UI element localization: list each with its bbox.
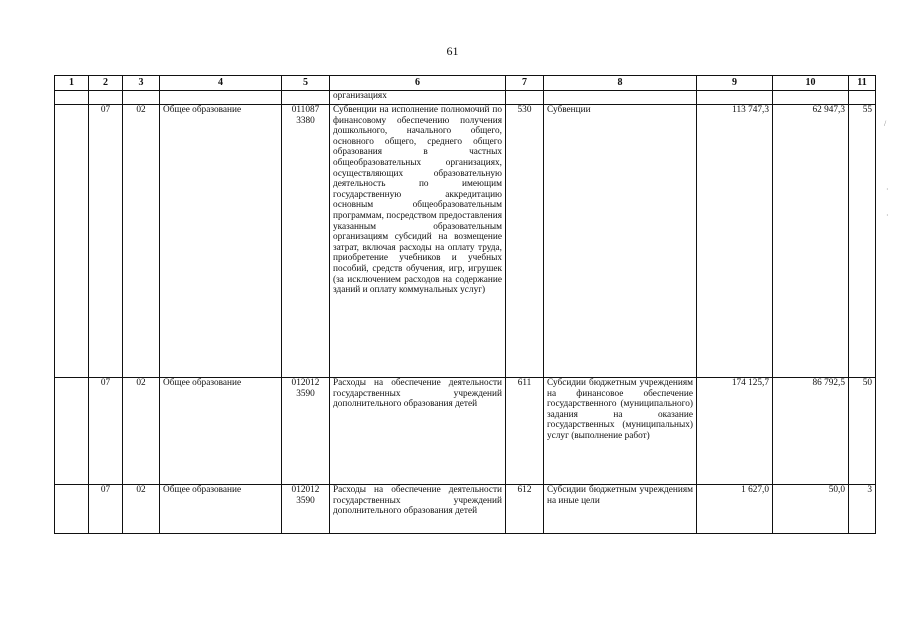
- cell: [160, 91, 282, 105]
- column-header-10: 10: [773, 76, 849, 91]
- cell-description: Субвенции на исполнение полномочий по финансовому обеспечению получения дошкольного, начального общего, основного общего, среднего общего образования в частных общеобразовательных организациях, осуществляющих образовательную деятельность по имеющим государственную аккредитацию основным общеобразовательным программам, посредством предоставления указанным образовательным организациям субсидий на возмещение затрат, включая расходы на оплату труда, приобретение учебников и учебных пособий, средств обучения, игр, игрушек (за исключением расходов на содержание зданий и оплату коммунальных услуг): [330, 105, 506, 378]
- cell-1: [55, 105, 89, 378]
- scan-mark: ·: [886, 185, 889, 194]
- cell-expense-code: 530: [506, 105, 544, 378]
- table-row: [55, 105, 876, 378]
- cell-description: Расходы на обеспечение деятельности государственных учреждений дополнительного образования детей: [330, 485, 506, 534]
- cell-description: организациях: [330, 91, 506, 105]
- cell-amount-10: 50,0: [773, 485, 849, 534]
- column-header-2: 2: [89, 76, 123, 91]
- cell-amount-9: 113 747,3: [697, 105, 773, 378]
- cell-section-name: Общее образование: [160, 485, 282, 534]
- column-header-3: 3: [123, 76, 160, 91]
- column-header-11: 11: [849, 76, 876, 91]
- continuation-row: [55, 91, 876, 105]
- cell-section: 07: [89, 378, 123, 485]
- cell: [849, 91, 876, 105]
- column-header-1: 1: [55, 76, 89, 91]
- cell-section: 07: [89, 485, 123, 534]
- cell: [544, 91, 697, 105]
- budget-table: [54, 75, 876, 534]
- cell: [697, 91, 773, 105]
- cell: [123, 91, 160, 105]
- cell-target-code: 012012 3590: [282, 378, 330, 485]
- cell: [55, 91, 89, 105]
- cell-1: [55, 378, 89, 485]
- scan-mark: /: [884, 119, 887, 128]
- cell: [506, 91, 544, 105]
- cell-subsection: 02: [123, 105, 160, 378]
- cell-section: 07: [89, 105, 123, 378]
- cell-description: Расходы на обеспечение деятельности государственных учреждений дополнительного образования детей: [330, 378, 506, 485]
- cell-section-name: Общее образование: [160, 378, 282, 485]
- column-header-4: 4: [160, 76, 282, 91]
- cell-section-name: Общее образование: [160, 105, 282, 378]
- cell-amount-10: 62 947,3: [773, 105, 849, 378]
- header-row: [55, 76, 876, 91]
- column-header-7: 7: [506, 76, 544, 91]
- table-row: [55, 378, 876, 485]
- cell-target-code: 011087 3380: [282, 105, 330, 378]
- cell-percent: 55: [849, 105, 876, 378]
- cell-expense-code: 611: [506, 378, 544, 485]
- page-number: 61: [446, 44, 459, 58]
- cell-subsection: 02: [123, 485, 160, 534]
- column-header-6: 6: [330, 76, 506, 91]
- cell-subsection: 02: [123, 378, 160, 485]
- cell-1: [55, 485, 89, 534]
- cell-expense-name: Субсидии бюджетным учреждениям на иные цели: [544, 485, 697, 534]
- scan-mark: ·: [886, 211, 889, 220]
- cell-percent: 3: [849, 485, 876, 534]
- column-header-9: 9: [697, 76, 773, 91]
- cell: [773, 91, 849, 105]
- cell-amount-9: 174 125,7: [697, 378, 773, 485]
- cell-expense-code: 612: [506, 485, 544, 534]
- cell-target-code: 012012 3590: [282, 485, 330, 534]
- cell-amount-10: 86 792,5: [773, 378, 849, 485]
- cell: [89, 91, 123, 105]
- column-header-8: 8: [544, 76, 697, 91]
- cell: [282, 91, 330, 105]
- cell-amount-9: 1 627,0: [697, 485, 773, 534]
- cell-expense-name: Субвенции: [544, 105, 697, 378]
- cell-expense-name: Субсидии бюджетным учреждениям на финансовое обеспечение государственного (муниципального) задания на оказание государственных (муниципальных) услуг (выполнение работ): [544, 378, 697, 485]
- table-row: [55, 485, 876, 534]
- cell-percent: 50: [849, 378, 876, 485]
- column-header-5: 5: [282, 76, 330, 91]
